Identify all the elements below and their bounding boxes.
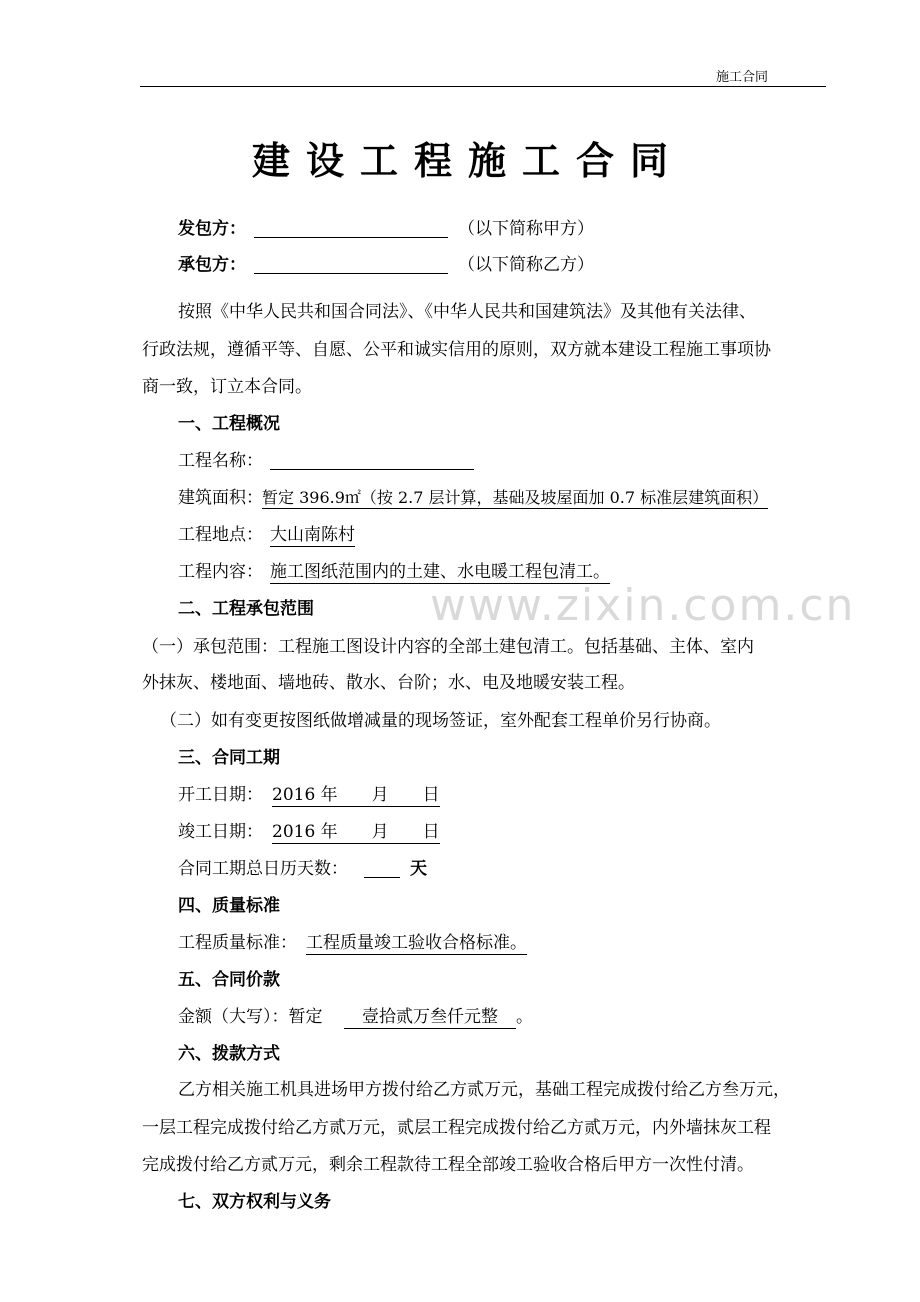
payment-line-1: 乙方相关施工机具进场甲方拨付给乙方贰万元，基础工程完成拨付给乙方叁万元， bbox=[178, 1080, 790, 1100]
document-title: 建设工程施工合同 bbox=[251, 139, 684, 183]
start-date-label: 开工日期： bbox=[178, 785, 263, 805]
employer-note: （以下简称甲方） bbox=[458, 219, 594, 239]
section-3-heading: 三、合同工期 bbox=[178, 748, 280, 768]
page-header bbox=[140, 64, 826, 87]
contractor-blank bbox=[254, 255, 448, 274]
payment-line-3: 完成拨付给乙方贰万元，剩余工程款待工程全部竣工验收合格后甲方一次性付清。 bbox=[142, 1155, 754, 1175]
quality-value bbox=[306, 931, 527, 955]
project-content-text: 施工图纸范围内的土建、水电暖工程包清工。 bbox=[270, 562, 610, 582]
project-site-text: 大山南陈村 bbox=[270, 525, 355, 545]
section-4-heading: 四、质量标准 bbox=[178, 896, 280, 916]
quality-label: 工程质量标准： bbox=[178, 933, 297, 953]
header-text: 施工合同 bbox=[715, 70, 768, 85]
amount-value bbox=[344, 1005, 533, 1029]
intro-line-3: 商一致，订立本合同。 bbox=[142, 377, 312, 397]
scope-p2: （二）如有变更按图纸做增减量的现场签证，室外配套工程单价另行协商。 bbox=[160, 711, 721, 731]
section-6-heading: 六、拨款方式 bbox=[178, 1044, 280, 1064]
section-7-heading: 七、双方权利与义务 bbox=[178, 1192, 331, 1212]
employer-blank bbox=[254, 219, 448, 238]
intro-line-1: 按照《中华人民共和国合同法》、《中华人民共和国建筑法》及其他有关法律、 bbox=[178, 302, 756, 322]
amount-text: 壹拾贰万叁仟元整 bbox=[344, 1007, 516, 1029]
total-days-label: 合同工期总日历天数： bbox=[178, 859, 348, 879]
intro-line-2: 行政法规，遵循平等、自愿、公平和诚实信用的原则，双方就本建设工程施工事项协 bbox=[142, 340, 771, 360]
section-2-heading: 二、工程承包范围 bbox=[178, 599, 314, 619]
total-days-unit: 天 bbox=[410, 859, 427, 879]
employer-label: 发包方： bbox=[178, 219, 246, 239]
start-date-text: 2016 年 月 日 bbox=[272, 785, 440, 805]
start-date-value bbox=[272, 783, 440, 807]
scope-p1-line-2: 外抹灰、楼地面、墙地砖、散水、台阶；水、电及地暖安装工程。 bbox=[142, 673, 635, 693]
payment-line-2: 一层工程完成拨付给乙方贰万元，贰层工程完成拨付给乙方贰万元，内外墙抹灰工程 bbox=[142, 1118, 771, 1138]
section-5-heading: 五、合同价款 bbox=[178, 970, 280, 990]
total-days-blank bbox=[364, 859, 400, 878]
quality-text: 工程质量竣工验收合格标准。 bbox=[306, 933, 527, 953]
project-name-label: 工程名称： bbox=[178, 451, 263, 471]
section-1-heading: 一、工程概况 bbox=[178, 414, 280, 434]
scope-p1-line-1: （一）承包范围：工程施工图设计内容的全部土建包清工。包括基础、主体、室内 bbox=[142, 637, 754, 657]
end-date-text: 2016 年 月 日 bbox=[272, 822, 440, 842]
watermark: www.zixin.com.cn bbox=[430, 580, 856, 631]
building-area-text: 暂定 396.9㎡（按 2.7 层计算，基础及坡屋面加 0.7 标准层建筑面积） bbox=[262, 488, 769, 507]
end-date-label: 竣工日期： bbox=[178, 822, 263, 842]
project-site-label: 工程地点： bbox=[178, 525, 263, 545]
contractor-note: （以下简称乙方） bbox=[458, 255, 594, 275]
project-content-label: 工程内容： bbox=[178, 562, 263, 582]
project-name-blank bbox=[270, 451, 474, 470]
building-area-label: 建筑面积： bbox=[178, 488, 263, 508]
project-site-value bbox=[270, 523, 355, 547]
amount-label: 金额（大写）：暂定 bbox=[178, 1007, 323, 1027]
amount-end: 。 bbox=[516, 1007, 533, 1027]
building-area-value bbox=[262, 486, 768, 510]
end-date-value bbox=[272, 820, 440, 844]
contractor-label: 承包方： bbox=[178, 255, 246, 275]
